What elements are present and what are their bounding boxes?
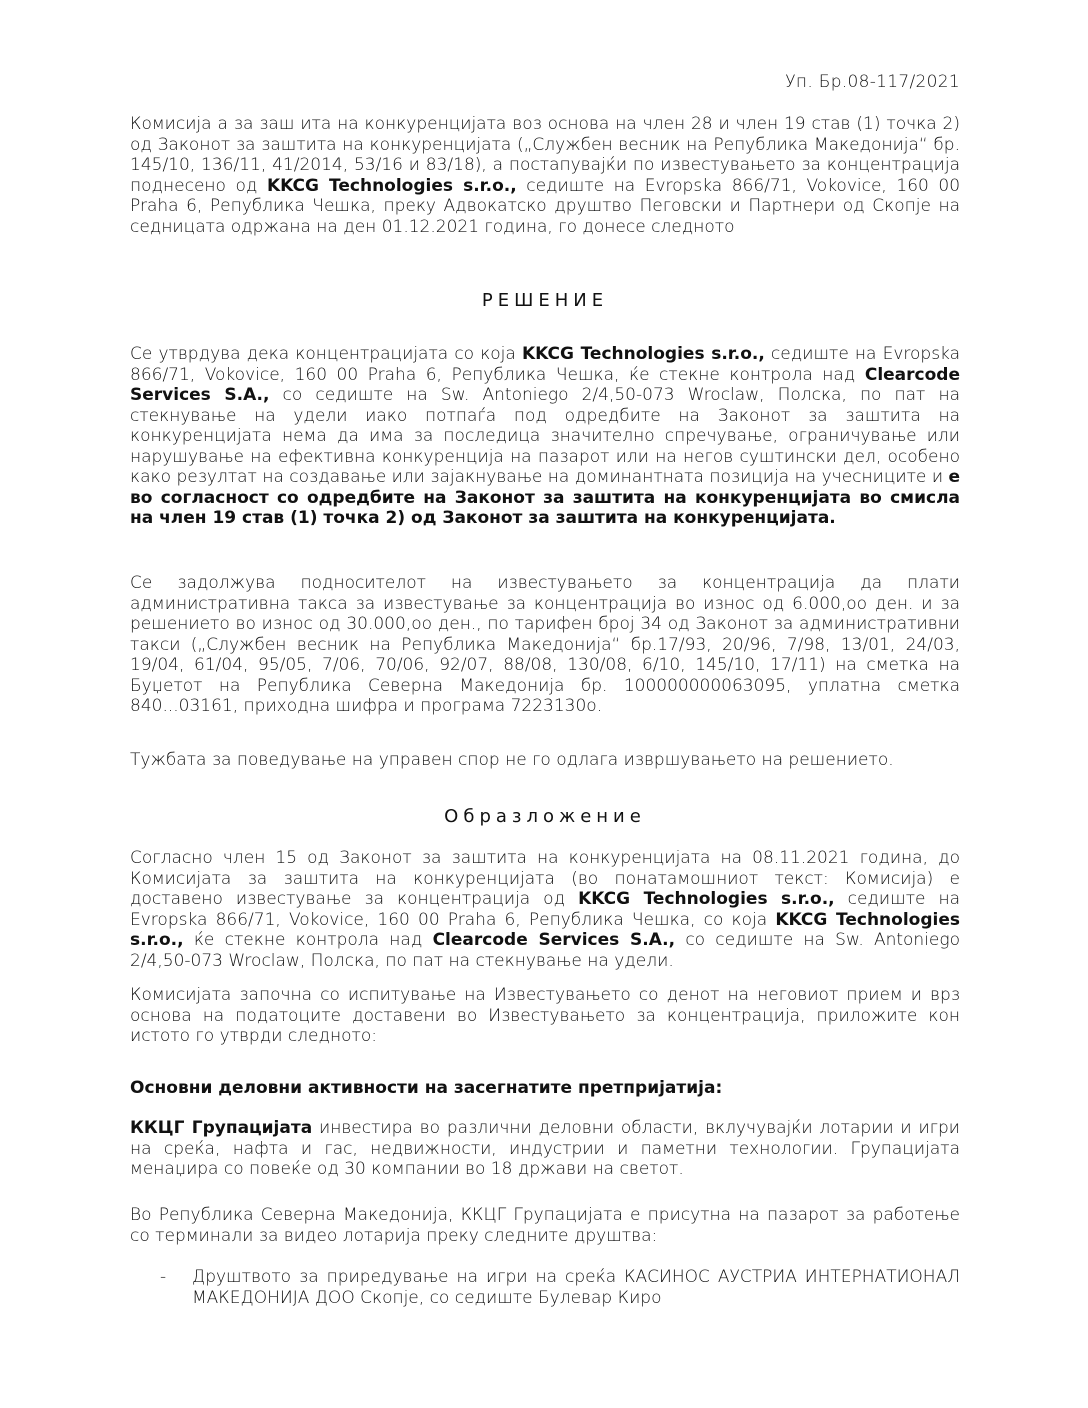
reasoning-text-2: седиште на Evropska 866/71, Vokovice, 160 00 Praha 6, Република Чешка, со која <box>130 889 961 930</box>
decision-text-1: Се утврдува дека концентрацијата со која <box>130 344 522 364</box>
reasoning-title: Образложение <box>444 806 646 827</box>
decision-title: РЕШЕНИЕ <box>481 290 609 311</box>
bullet-text: Друштвото за приредување на игри на среќа КАСИНОС АУСТРИА ИНТЕРНАТИОНАЛ МАКЕДОНИЈА ДОО Скопје, со седиште Булевар Киро <box>192 1267 960 1308</box>
decision-conclusion: е во согласност со одредбите на Законот за заштита на конкуренцијата во смисла на член 19 став (1) точка 2) од Законот за заштита на конкуренцијата. <box>130 467 960 528</box>
group-paragraph <box>130 1118 960 1180</box>
decision-acquirer: KKCG Technologies s.r.o., <box>521 344 765 364</box>
reasoning-text-4: со седиште на Sw. Antoniego 2/4,50-073 Wroclaw, Полска, по пат на стекнување на удели. <box>130 930 960 971</box>
business-activities-heading: Основни деловни активности на засегнатите претпријатија: <box>130 1078 723 1098</box>
decision-paragraph <box>130 344 960 529</box>
reference-number: Уп. Бр.08-117/2021 <box>785 72 960 92</box>
reasoning-target: Clearcode Services S.A., <box>432 930 676 950</box>
decision-text-2: седиште на Evropska 866/71, Vokovice, 160 00 Praha 6, Република Чешка, ќе стекне контрола над <box>130 344 961 385</box>
reasoning-text-3: ќе стекне контрола над <box>183 930 433 950</box>
reasoning-paragraph-1 <box>130 848 960 971</box>
reasoning-text-1: Согласно член 15 од Законот за заштита на конкуренцијата на 08.11.2021 година, до Комисијата за заштита на конкуренцијата (во понатамошниот текст: Комисија) е доставено известување за концентрација од <box>130 848 960 909</box>
bullet-dash: - <box>160 1267 167 1287</box>
reasoning-acquirer-2: KKCG Technologies s.r.o., <box>130 909 960 950</box>
intro-text-1: Комисија а за заш ита на конкуренцијата воз основа на член 28 и член 19 став (1) точка 2) од Законот за заштита на конкуренцијата („Службен весник на Република Македонија“ бр. 145/10, 136/11, 41/2014, 53/16 и 83/18), а постапувајќи по известувањето за концентрација поднесено од <box>130 114 960 196</box>
intro-text-2: седиште на Evropska 866/71, Vokovice, 160 00 Praha 6, Република Чешка, преку Адвокатско друштво Пеговски и Партнери од Скопје на седницата одржана на ден 01.12.2021 година, го донесе следното <box>130 175 961 237</box>
decision-text-3: со седиште на Sw. Antoniego 2/4,50-073 Wroclaw, Полска, по пат на стекнување на удели иако потпаѓа под одредбите на Законот за заштита на конкуренцијата нема да има за последица значително спречување, ограничување или нарушување на ефективна конкуренција на пазарот или на негов суштински дел, особено како резултат на создавање или зајакнување на доминантната позиција на учесниците и <box>130 385 960 487</box>
intro-paragraph <box>130 114 960 237</box>
decision-target: Clearcode Services S.A., <box>130 364 960 405</box>
group-name: ККЦГ Групацијата <box>130 1118 313 1138</box>
presence-paragraph: Во Република Северна Македонија, ККЦГ Групацијата е присутна на пазарот за работење со терминали за видео лотарија преку следните друштва: <box>130 1205 960 1246</box>
fee-paragraph: Се задолжува подносителот на известувањето за концентрација да плати административна такса за известување за концентрација во износ од 6.000,оо ден. и за решението во износ од 30.000,оо ден., по тарифен број 34 од Законот за административни такси („Службен весник на Република Македонија“ бр.17/93, 20/96, 7/98, 13/01, 24/03, 19/04, 61/04, 95/05, 7/06, 70/06, 92/07, 88/08, 130/08, 6/10, 145/10, 17/11) на сметка на Буџетот на Република Северна Македонија бр. 100000000063095, уплатна сметка 840...03161, приходна шифра и програма 7223130о. <box>130 573 960 716</box>
reasoning-paragraph-2: Комисијата започна со испитување на Известувањето со денот на неговиот прием и врз основа на податоците доставени во Известувањето за концентрација, приложите кон истото го утврди следното: <box>130 985 960 1046</box>
appeal-paragraph: Тужбата за поведување на управен спор не го одлага извршувањето на решението. <box>130 750 894 770</box>
reasoning-acquirer: KKCG Technologies s.r.o., <box>578 889 835 909</box>
group-text: инвестира во различни деловни области, вклучувајќи лотарии и игри на среќа, нафта и гас, недвижности, индустрии и паметни технологии. Групацијата менаџира со повеќе од 30 компании во 18 држави на светот. <box>130 1118 961 1179</box>
list-item <box>160 1267 960 1308</box>
intro-company-name: KKCG Technologies s.r.o., <box>266 175 517 196</box>
